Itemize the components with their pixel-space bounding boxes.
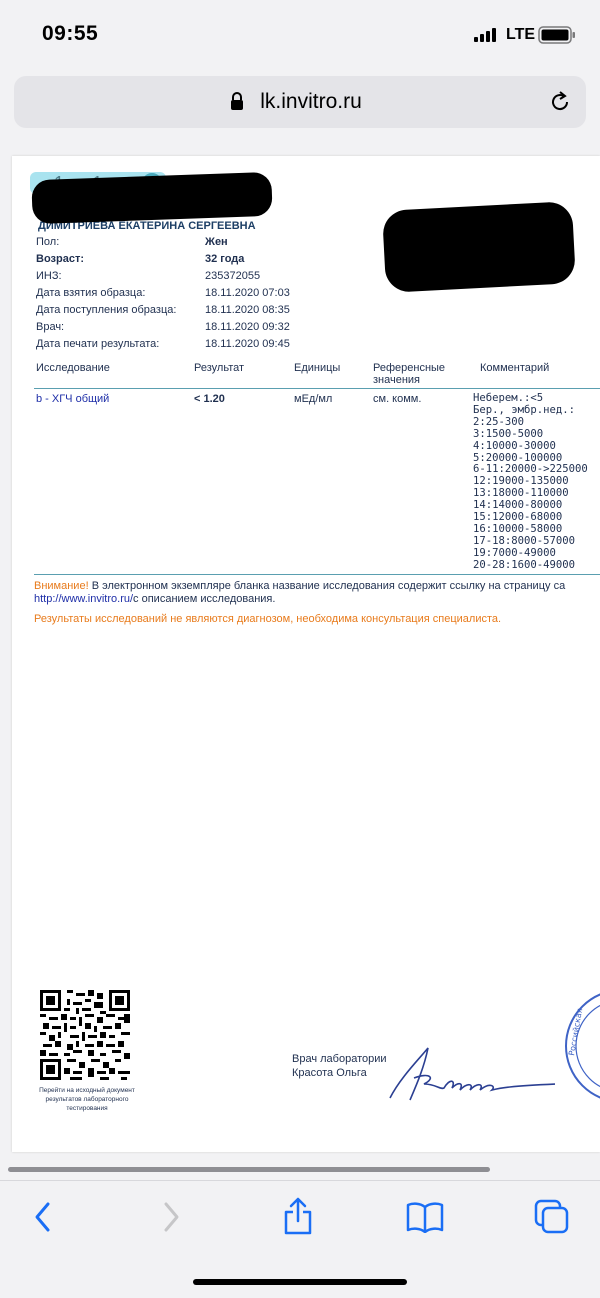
- patient-name: ДИМИТРИЕВА ЕКАТЕРИНА СЕРГЕЕВНА: [38, 220, 256, 232]
- test-result: < 1.20: [194, 393, 225, 405]
- info-label: ИНЗ:: [36, 270, 62, 282]
- address-bar[interactable]: [14, 76, 586, 128]
- test-name-link[interactable]: b - ХГЧ общий: [36, 393, 110, 405]
- status-time: 09:55: [42, 22, 99, 45]
- header-test: Исследование: [36, 362, 110, 374]
- home-indicator[interactable]: [193, 1279, 407, 1285]
- redaction-top: [31, 172, 272, 224]
- signature-image: [380, 1038, 555, 1108]
- warning-prefix: Внимание!: [34, 580, 89, 592]
- back-icon[interactable]: [32, 1201, 54, 1233]
- table-divider-bottom: [34, 574, 600, 575]
- info-label: Возраст:: [36, 253, 84, 265]
- doctor-block: [292, 1052, 387, 1080]
- network-type: LTE: [506, 26, 536, 43]
- table-divider: [34, 388, 600, 389]
- info-label: Врач:: [36, 321, 65, 333]
- doctor-role: Врач лаборатории: [292, 1053, 387, 1065]
- tabs-icon[interactable]: [534, 1199, 570, 1235]
- warning-body: В электронном экземпляре бланка название исследования содержит ссылку на страницу са: [88, 580, 566, 592]
- qr-code[interactable]: [40, 990, 130, 1080]
- horizontal-scrollbar[interactable]: [8, 1167, 490, 1172]
- header-reference: Референсные значения: [373, 362, 446, 386]
- info-label: Дата поступления образца:: [36, 304, 177, 316]
- info-value: 18.11.2020 09:32: [205, 321, 290, 333]
- warning-text: [34, 580, 600, 606]
- status-bar: [0, 0, 600, 70]
- info-value: 18.11.2020 07:03: [205, 287, 290, 299]
- share-icon[interactable]: [282, 1197, 314, 1235]
- test-comment: Неберем.:<5 Бер., эмбр.нед.: 2:25-300 3:1500-5000 4:10000-30000 5:20000-100000 6-11:20000->225000 12:19000-135000 13:18000-110000 14:14000-80000 15:12000-68000 16:10000-58000 17-18:8000-57000 19:7000-49000 20-28:1600-49000: [473, 392, 588, 571]
- info-label: Дата взятия образца:: [36, 287, 146, 299]
- seal-stamp: [560, 986, 600, 1116]
- info-value: 32 года: [205, 253, 245, 265]
- header-comment: Комментарий: [480, 362, 550, 374]
- doctor-name: Красота Ольга: [292, 1067, 367, 1079]
- info-value: Жен: [205, 236, 228, 248]
- redaction-right: [382, 201, 576, 293]
- header-result: Результат: [194, 362, 245, 374]
- warning-suffix: с описанием исследования.: [133, 593, 276, 605]
- info-label: Пол:: [36, 236, 60, 248]
- test-units: мЕд/мл: [294, 393, 333, 405]
- reload-icon[interactable]: [548, 90, 572, 114]
- info-value: 18.11.2020 09:45: [205, 338, 290, 350]
- test-reference: см. комм.: [373, 393, 422, 405]
- signal-icon: [474, 28, 498, 42]
- browser-toolbar: [0, 1180, 600, 1298]
- bookmarks-icon[interactable]: [406, 1201, 444, 1233]
- invitro-link[interactable]: http://www.invitro.ru/: [34, 593, 134, 605]
- svg-text:Российская: Российская: [567, 1007, 585, 1057]
- lab-result-document: [12, 156, 600, 1152]
- forward-icon[interactable]: [160, 1201, 182, 1233]
- disclaimer-note: Результаты исследований не являются диагнозом, необходима консультация специалиста.: [34, 613, 502, 625]
- info-label: Дата печати результата:: [36, 338, 160, 350]
- qr-caption: Перейти на исходный документ результатов лабораторного тестирования: [39, 1087, 135, 1112]
- info-value: 235372055: [205, 270, 261, 282]
- battery-icon: [538, 26, 576, 44]
- info-value: 18.11.2020 08:35: [205, 304, 290, 316]
- header-units: Единицы: [294, 362, 341, 374]
- url-text[interactable]: lk.invitro.ru: [260, 90, 362, 113]
